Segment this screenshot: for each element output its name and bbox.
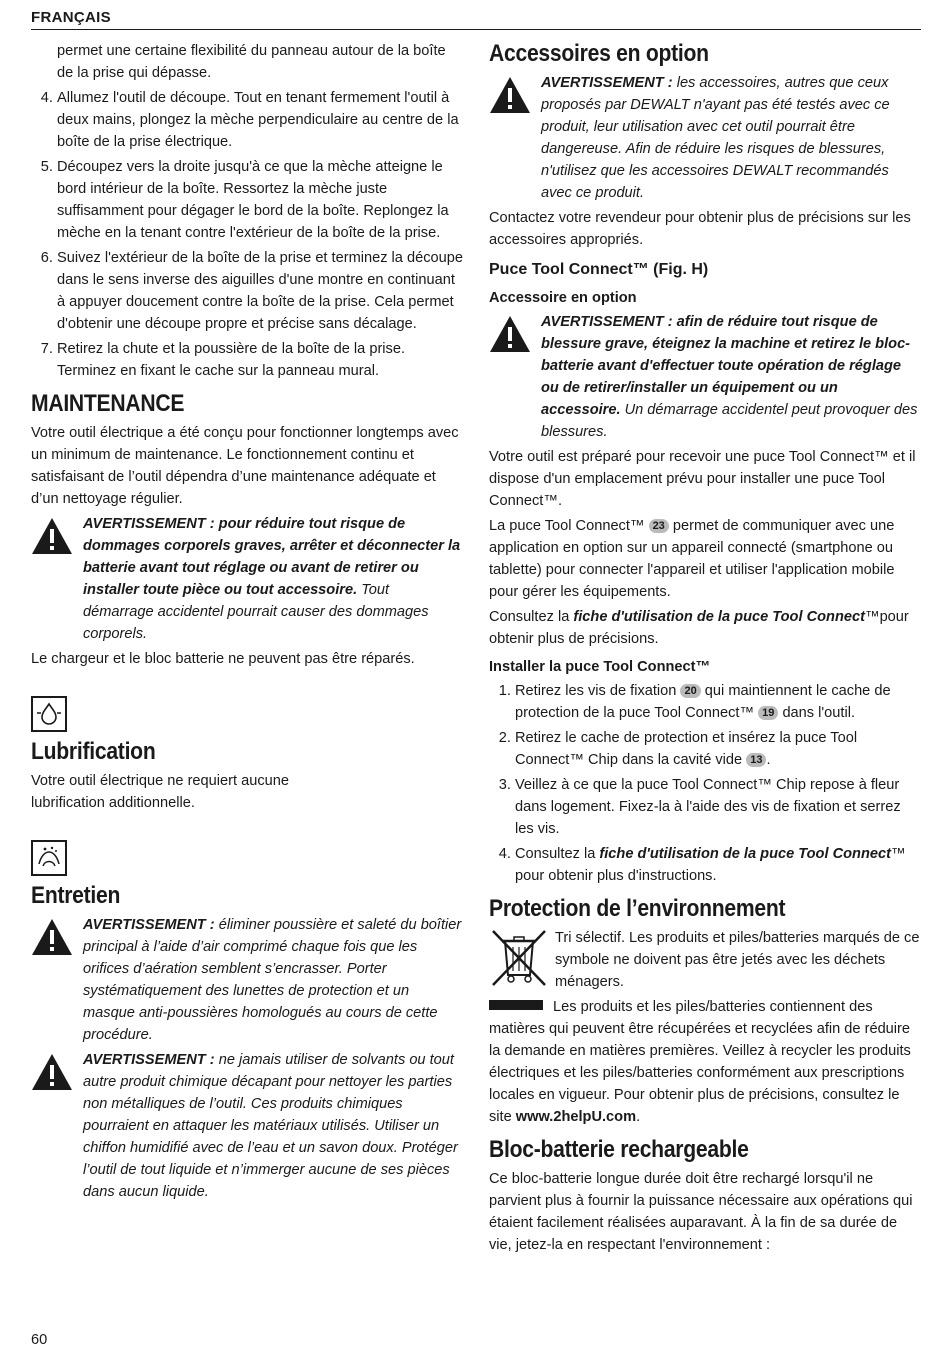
environment-heading: Protection de l’environnement [489, 895, 786, 922]
callout-badge: 20 [680, 684, 700, 698]
environment-text-2-start: Les produits et les piles/batteries contiennent des matières qui peuvent être récupérées et recyclées afin de réduire la demande en matières premières. Veillez à recycler les produits électriques et les piles/batteries conformément aux prescriptions locales en vigueur. Pour obtenir plus de précisions, consultez le site [489, 999, 911, 1125]
install-step-2-b: . [766, 752, 771, 768]
accessoires-warning-bold: AVERTISSEMENT : [541, 75, 673, 91]
install-subheading: Installer la puce Tool Connect™ [489, 659, 711, 675]
puce-warning [489, 311, 921, 443]
warning-triangle-icon [31, 914, 83, 1046]
warning-triangle-icon [31, 513, 83, 645]
install-steps-list [489, 680, 921, 887]
install-step-4 [515, 843, 921, 887]
callout-badge: 23 [649, 519, 669, 533]
environment-text-1: Tri sélectif. Les produits et piles/batteries marqués de ce symbole ne doivent pas être jetés avec les déchets ménagers. [555, 930, 920, 990]
install-step-2-a: Retirez le cache de protection et insérez la puce Tool Connect™ Chip dans la cavité vide [515, 730, 858, 768]
environment-text-2 [489, 996, 921, 1128]
accessoire-option-subheading: Accessoire en option [489, 290, 637, 306]
charger-text: Le chargeur et le bloc batterie ne peuvent pas être réparés. [31, 651, 415, 667]
entretien-warning-2-bold: AVERTISSEMENT : [83, 1052, 215, 1068]
puce-text-3 [489, 606, 921, 650]
callout-badge: 19 [758, 706, 778, 720]
language-header: FRANÇAIS [31, 9, 111, 26]
accessoires-warning-text: les accessoires, autres que ceux proposés par DEWALT n'ayant pas été testés avec ce produit, leur utilisation avec cet outil pourrait être dangereuse. Afin de réduire les risques de blessures, n'utilisez que les accessoires DEWALT recommandés avec ce produit. [541, 75, 890, 201]
puce-text-2-start: La puce Tool Connect™ [489, 518, 645, 534]
environment-url[interactable]: www.2helpU.com [515, 1109, 637, 1125]
page-number: 60 [31, 1332, 48, 1348]
battery-text: Ce bloc-batterie longue durée doit être rechargé lorsqu'il ne parvient plus à fournir la puissance nécessaire aux opérations qui étaient facilement réalisées auparavant. À la fin de sa durée de vie, jetez-la en respectant l'environnement : [489, 1171, 913, 1253]
install-step-4-bold: fiche d'utilisation de la puce Tool Connect [599, 846, 891, 862]
environment-text-2-end: . [636, 1109, 641, 1125]
environment-recycle-block [489, 927, 921, 996]
warning-triangle-icon [31, 1049, 83, 1203]
lubrification-text: Votre outil électrique ne requiert aucune lubrification additionnelle. [31, 773, 289, 811]
accessoires-heading: Accessoires en option [489, 40, 709, 67]
entretien-heading: Entretien [31, 882, 121, 909]
step-5: 5. Découpez vers la droite jusqu'à ce que la mèche atteigne le bord intérieur de la boîte. Ressortez la mèche juste suffisamment pour dégager le bord de la boîte. Replongez la mèche en la tenant contre l'extérieur de la boîte de la prise. [57, 156, 463, 244]
puce-warning-bold: AVERTISSEMENT : afin de réduire tout risque de blessure grave, éteignez la machine et retirez le bloc-batterie avant d'effectuer toute opération de réglage ou de retirer/installer un équipement ou un accessoire. [541, 314, 911, 418]
maintenance-warning-italic: Tout démarrage accidentel pourrait causer des dommages corporels. [83, 582, 429, 642]
puce-warning-italic: Un démarrage accidentel peut provoquer des blessures. [541, 402, 918, 440]
callout-badge: 13 [746, 753, 766, 767]
puce-text-3-end: ™pour obtenir plus de précisions. [489, 609, 909, 647]
install-step-1-c: dans l'outil. [782, 705, 855, 721]
maintenance-warning [31, 513, 463, 645]
lubrification-heading: Lubrification [31, 738, 156, 765]
warning-triangle-icon [489, 311, 541, 443]
oil-drop-icon [31, 696, 67, 732]
entretien-warning-1-bold: AVERTISSEMENT : [83, 917, 215, 933]
entretien-warning-1-text: éliminer poussière et saleté du boîtier principal à l’aide d’air comprimé chaque fois que les orifices d’aération semblent s’encrasser. Porter systématiquement des lunettes de protection et un masque anti-poussières homologués au cours de cette procédure. [83, 917, 462, 1043]
left-column [31, 40, 463, 1206]
cleaning-hands-icon [31, 840, 67, 876]
install-step-1 [515, 680, 921, 724]
header-rule [31, 29, 921, 30]
warning-triangle-icon [489, 72, 541, 204]
black-bar-marker [489, 1000, 543, 1010]
entretien-warning-2 [31, 1049, 463, 1203]
accessoires-warning [489, 72, 921, 204]
maintenance-warning-bold: AVERTISSEMENT : pour réduire tout risque de dommages corporels graves, arrêter et déconnecter la batterie avant tout réglage ou avant de retirer ou installer toute pièce ou tout accessoire. [83, 516, 461, 598]
right-column [489, 36, 921, 1259]
maintenance-text: Votre outil électrique a été conçu pour fonctionner longtemps avec un minimum de maintenance. Le fonctionnement continu et satisfaisant de l’outil dépendra d’une maintenance adéquate et d’un nettoyage régulier. [31, 425, 459, 507]
install-step-1-a: Retirez les vis de fixation [515, 683, 677, 699]
puce-text-2 [489, 515, 921, 603]
maintenance-heading: MAINTENANCE [31, 390, 185, 417]
install-step-2 [515, 727, 921, 771]
intro-text: permet une certaine flexibilité du panneau autour de la boîte de la prise qui dépasse. [57, 43, 446, 81]
puce-text-3-bold: fiche d'utilisation de la puce Tool Connect [573, 609, 865, 625]
puce-heading: Puce Tool Connect™ (Fig. H) [489, 261, 709, 278]
accessoires-text: Contactez votre revendeur pour obtenir plus de précisions sur les accessoires appropriés. [489, 210, 911, 248]
entretien-warning-1 [31, 914, 463, 1046]
entretien-warning-2-text: ne jamais utiliser de solvants ou tout autre produit chimique décapant pour nettoyer les parties non métalliques de l’outil. Ces produits chimiques pourraient en attaquer les matériaux utilisés. Utiliser un chiffon humidifié avec de l’eau et un savon doux. Protéger l’outil de tout liquide et n’immerger aucune de ses pièces dans aucun liquide. [83, 1052, 458, 1200]
step-4: 4. Allumez l'outil de découpe. Tout en tenant fermement l'outil à deux mains, plongez la mèche perpendiculaire au centre de la boîte de la prise électrique. [57, 87, 463, 153]
puce-text-3-start: Consultez la [489, 609, 570, 625]
install-step-3: 3. Veillez à ce que la puce Tool Connect™ Chip repose à fleur dans logement. Fixez-la à l'aide des vis de fixation et serrez les vis. [515, 774, 921, 840]
puce-text-2-end: permet de communiquer avec une application en option sur un appareil connecté (smartphone ou tablette) pour connecter l'appareil et utiliser l'application mobile pour gérer les équipements. [489, 518, 895, 600]
step-7: 7. Retirez la chute et la poussière de la boîte de la prise. Terminez en fixant le cache sur la panneau mural. [57, 338, 463, 382]
install-step-4-b: ™ pour obtenir plus d'instructions. [515, 846, 906, 884]
puce-text-1: Votre outil est préparé pour recevoir une puce Tool Connect™ et il dispose d'un emplacement prévu pour installer une puce Tool Connect™. [489, 449, 916, 509]
install-step-1-b: qui maintiennent le cache de protection de la puce Tool Connect™ [515, 683, 891, 721]
cutting-steps-list [31, 87, 463, 382]
crossed-bin-icon [489, 927, 555, 996]
battery-heading: Bloc-batterie rechargeable [489, 1136, 749, 1163]
install-step-4-a: Consultez la [515, 846, 596, 862]
step-6: 6. Suivez l'extérieur de la boîte de la prise et terminez la découpe dans le sens inverse des aiguilles d'une montre en continuant à appuyer doucement contre la boîte de la prise. Cela permet d'obtenir une découpe propre et précise sans décalage. [57, 247, 463, 335]
